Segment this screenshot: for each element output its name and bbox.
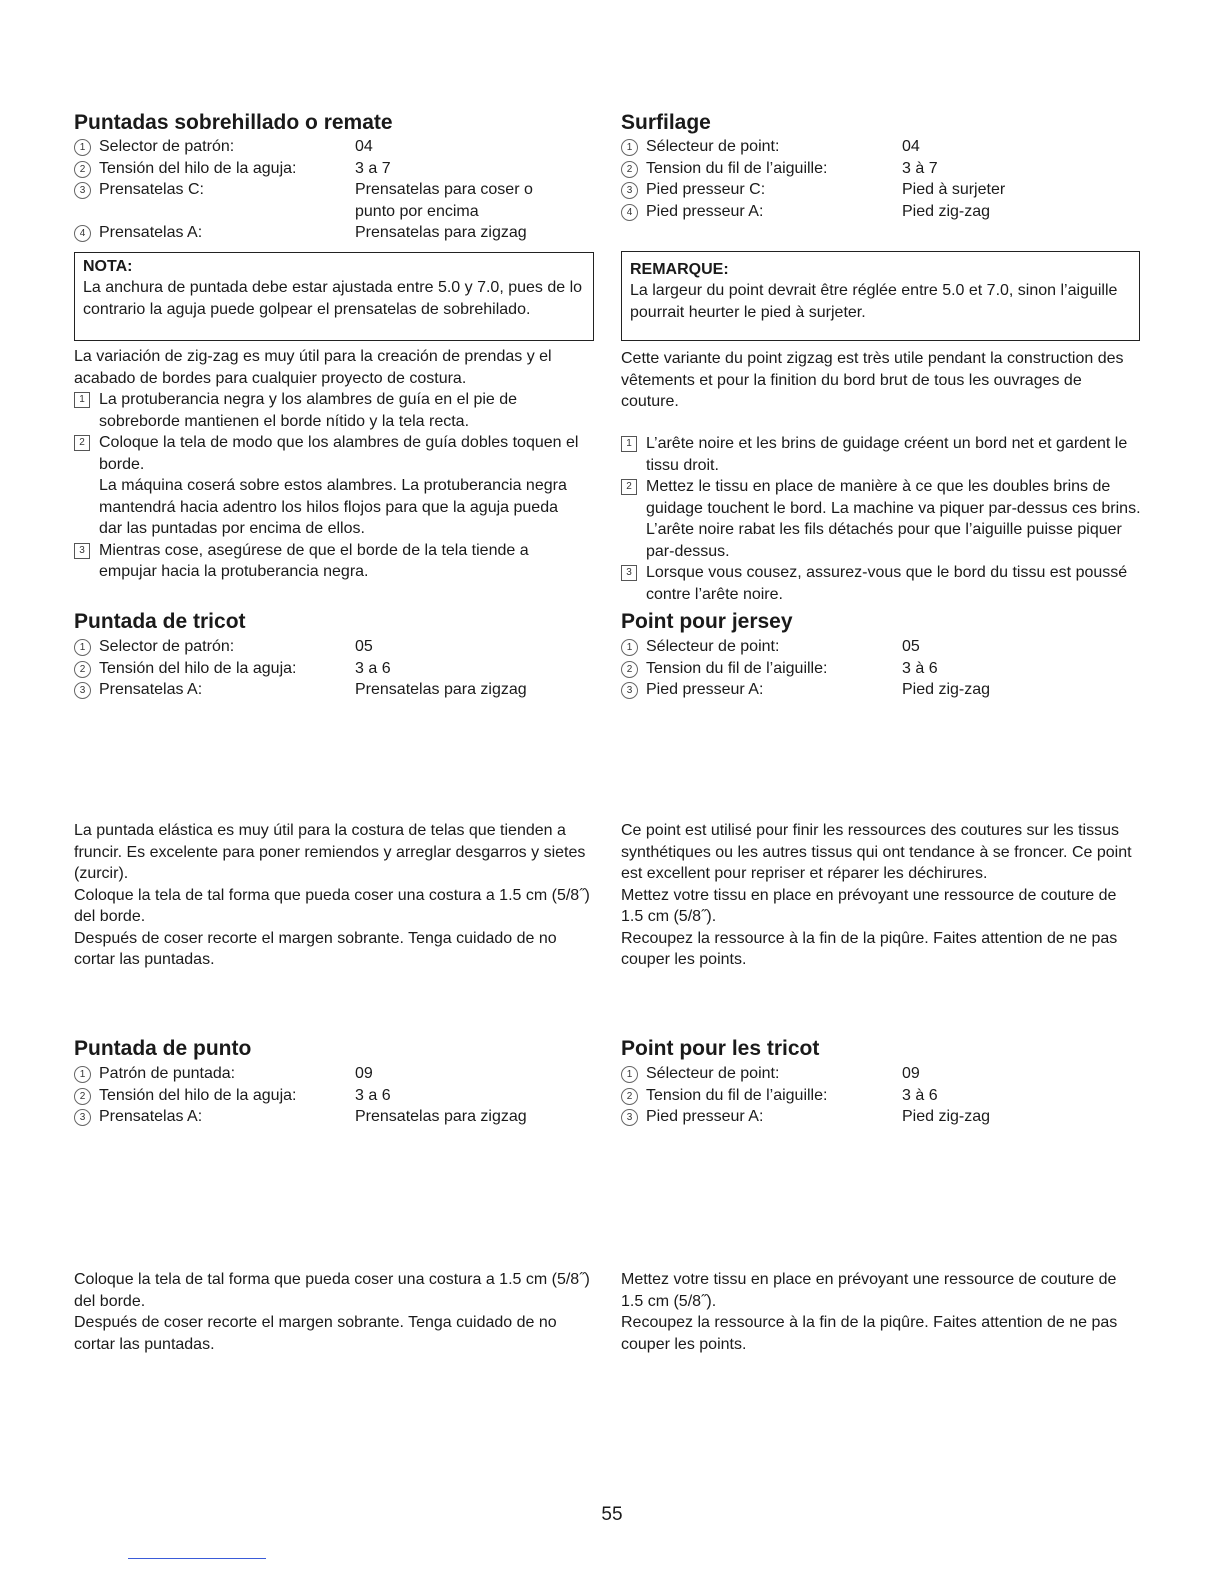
setting-row — [74, 658, 594, 680]
intro-paragraph-fr — [621, 348, 1129, 413]
setting-label: Pied presseur A: — [646, 202, 764, 220]
step-item — [74, 432, 584, 540]
setting-value: 3 à 6 — [902, 1086, 938, 1104]
setting-row — [74, 1085, 594, 1107]
circled-number: 3 — [621, 182, 638, 199]
setting-row — [621, 636, 1141, 658]
note-text: La largeur du point devrait être réglée entre 5.0 et 7.0, sinon l’aiguille pourrait heurter le pied à surjeter. — [630, 282, 1118, 321]
steps-list-es — [74, 389, 584, 583]
setting-label: Sélecteur de point: — [646, 638, 780, 655]
circled-number: 2 — [621, 661, 638, 678]
spanish-column — [74, 0, 594, 1400]
setting-row — [621, 179, 1141, 201]
french-column — [621, 0, 1141, 1400]
setting-value: 09 — [355, 1065, 373, 1082]
setting-label: Pied presseur C: — [646, 181, 766, 198]
step-item — [621, 562, 1141, 605]
circled-number: 2 — [74, 1088, 91, 1105]
step-text: La protuberancia negra y los alambres de guía en el pie de sobreborde mantienen el borde nítido y la tela recta. — [99, 391, 518, 430]
circled-number: 3 — [74, 682, 91, 699]
setting-row — [74, 136, 594, 158]
step-text: Coloque la tela de modo que los alambres de guía dobles toquen el borde. — [99, 434, 579, 473]
paragraph: Mettez votre tissu en place en prévoyant une ressource de couture de 1.5 cm (5/8˝). — [621, 886, 1117, 925]
paragraph: Mettez votre tissu en place en prévoyant une ressource de couture de 1.5 cm (5/8˝). — [621, 1271, 1117, 1310]
settings-list-fr-1 — [621, 136, 1141, 222]
setting-value: Prensatelas para zigzag — [355, 681, 527, 698]
setting-value: punto por encima — [355, 202, 479, 220]
circled-number: 1 — [621, 639, 638, 656]
setting-value: Prensatelas para zigzag — [355, 224, 527, 241]
note-text: La anchura de puntada debe estar ajustada entre 5.0 y 7.0, pues de lo contrario la aguja puede golpear el prensatelas de sobrehilado. — [83, 279, 583, 318]
paragraph: La puntada elástica es muy útil para la costura de telas que tienden a fruncir. Es excelente para poner remiendos y arreglar desgarros y sietes (zurcir). — [74, 822, 586, 882]
section-title-knit-es: Puntada de punto — [74, 1037, 252, 1060]
setting-value: 04 — [355, 138, 373, 155]
knit-paragraphs-es — [74, 1269, 592, 1355]
setting-row — [621, 658, 1141, 680]
step-text: L’arête noire et les brins de guidage créent un bord net et gardent le tissu droit. — [646, 435, 1128, 474]
setting-label: Tension du fil de l’aiguille: — [646, 159, 828, 177]
circled-number: 2 — [74, 161, 91, 178]
setting-row — [621, 1063, 1141, 1085]
setting-row — [74, 222, 594, 244]
page-number: 55 — [601, 1504, 623, 1525]
circled-number: 1 — [74, 639, 91, 656]
circled-number: 4 — [621, 204, 638, 221]
setting-value: 09 — [902, 1065, 920, 1082]
step-item — [621, 433, 1141, 476]
step-item — [621, 476, 1141, 562]
settings-list-fr-3 — [621, 1063, 1141, 1128]
boxed-number: 2 — [621, 479, 637, 495]
setting-label: Tension du fil de l’aiguille: — [646, 659, 828, 677]
setting-value: Prensatelas para coser o — [355, 181, 533, 198]
circled-number: 3 — [621, 1109, 638, 1126]
setting-label: Prensatelas C: — [99, 181, 204, 198]
setting-label: Tensión del hilo de la aguja: — [99, 1086, 297, 1104]
setting-value: Pied zig-zag — [902, 202, 991, 220]
setting-row — [621, 158, 1141, 180]
footer-link-underline — [128, 1558, 266, 1559]
setting-row-continuation — [74, 201, 594, 223]
setting-label: Prensatelas A: — [99, 1108, 203, 1125]
note-title: NOTA: — [83, 258, 133, 275]
setting-value: 3 à 6 — [902, 659, 938, 677]
paragraph: Después de coser recorte el margen sobrante. Tenga cuidado de no cortar las puntadas. — [74, 1314, 557, 1353]
step-text: Mientras cose, asegúrese de que el borde de la tela tiende a empujar hacia la protuberancia negra. — [99, 541, 529, 580]
settings-list-es-2 — [74, 636, 594, 701]
step-text: Mettez le tissu en place de manière à ce que les doubles brins de guidage touchent le bord. La machine va piquer par-dessus ces brins. L’arête noire rabat les fils détachés pour que l’aiguille puisse piquer par-dessus. — [646, 478, 1141, 560]
setting-row — [621, 136, 1141, 158]
setting-label: Selector de patrón: — [99, 138, 235, 155]
setting-value: Pied zig-zag — [902, 1108, 991, 1125]
circled-number: 2 — [74, 661, 91, 678]
setting-label: Patrón de puntada: — [99, 1065, 236, 1082]
note-box-fr — [621, 251, 1140, 341]
step-text: Lorsque vous cousez, assurez-vous que le bord du tissu est poussé contre l’arête noire. — [646, 564, 1128, 603]
setting-row — [74, 679, 594, 701]
tricot-paragraphs-es — [74, 820, 592, 971]
intro-paragraph-es — [74, 346, 592, 389]
intro-text: La variación de zig-zag es muy útil para la creación de prendas y el acabado de bordes para cualquier proyecto de costura. — [74, 348, 552, 387]
steps-list-fr — [621, 433, 1141, 605]
setting-label: Pied presseur A: — [646, 1108, 764, 1125]
setting-label: Selector de patrón: — [99, 638, 235, 655]
settings-list-es-1 — [74, 136, 594, 244]
circled-number: 3 — [621, 682, 638, 699]
settings-list-es-3 — [74, 1063, 594, 1128]
knit-paragraphs-fr — [621, 1269, 1141, 1355]
setting-row — [74, 636, 594, 658]
setting-row — [621, 1085, 1141, 1107]
setting-row — [621, 679, 1141, 701]
section-title-overcasting-fr: Surfilage — [621, 111, 711, 134]
setting-value: Prensatelas para zigzag — [355, 1108, 527, 1125]
setting-row — [74, 1063, 594, 1085]
circled-number: 4 — [74, 225, 91, 242]
paragraph: Recoupez la ressource à la fin de la piqûre. Faites attention de ne pas couper les points. — [621, 929, 1118, 968]
paragraph: Ce point est utilisé pour finir les ressources des coutures sur les tissus synthétiques ou les autres tissus qui ont tendance à se froncer. Ce point est excellent pour repriser et réparer les déchirures. — [621, 822, 1132, 882]
note-title: REMARQUE: — [630, 261, 729, 278]
boxed-number: 3 — [621, 565, 637, 581]
section-title-tricot-es: Puntada de tricot — [74, 610, 246, 633]
intro-text: Cette variante du point zigzag est très utile pendant la construction des vêtements et pour la finition du bord brut de tous les ouvrages de couture. — [621, 350, 1124, 410]
setting-label: Sélecteur de point: — [646, 138, 780, 155]
setting-label: Prensatelas A: — [99, 681, 203, 698]
setting-label: Tensión del hilo de la aguja: — [99, 159, 297, 177]
note-box-es — [74, 252, 594, 341]
circled-number: 3 — [74, 182, 91, 199]
setting-row — [74, 1106, 594, 1128]
settings-list-fr-2 — [621, 636, 1141, 701]
section-title-jersey-fr: Point pour jersey — [621, 610, 793, 633]
boxed-number: 3 — [74, 543, 90, 559]
setting-row — [74, 158, 594, 180]
circled-number: 1 — [74, 1066, 91, 1083]
setting-value: 3 à 7 — [902, 159, 938, 177]
setting-value: 04 — [902, 138, 920, 155]
setting-value: 3 a 6 — [355, 1086, 391, 1104]
paragraph: Después de coser recorte el margen sobrante. Tenga cuidado de no cortar las puntadas. — [74, 929, 557, 968]
step-item — [74, 389, 584, 432]
setting-value: Pied zig-zag — [902, 681, 991, 698]
step-item — [74, 540, 584, 583]
setting-label: Tensión del hilo de la aguja: — [99, 659, 297, 677]
setting-label: Sélecteur de point: — [646, 1065, 780, 1082]
paragraph: Coloque la tela de tal forma que pueda coser una costura a 1.5 cm (5/8˝) del borde. — [74, 1271, 590, 1310]
paragraph: Recoupez la ressource à la fin de la piqûre. Faites attention de ne pas couper les points. — [621, 1314, 1118, 1353]
setting-row — [74, 179, 594, 201]
setting-value: Pied à surjeter — [902, 181, 1006, 198]
circled-number: 1 — [74, 139, 91, 156]
setting-label: Prensatelas A: — [99, 224, 203, 241]
boxed-number: 1 — [621, 436, 637, 452]
setting-row — [621, 201, 1141, 223]
setting-row — [621, 1106, 1141, 1128]
circled-number: 2 — [621, 1088, 638, 1105]
circled-number: 3 — [74, 1109, 91, 1126]
section-title-knit-fr: Point pour les tricot — [621, 1037, 820, 1060]
boxed-number: 1 — [74, 392, 90, 408]
step-extra-text: La máquina coserá sobre estos alambres. La protuberancia negra mantendrá hacia adentro los hilos flojos para que la aguja pueda dar las puntadas por encima de ellos. — [99, 477, 567, 537]
paragraph: Coloque la tela de tal forma que pueda coser una costura a 1.5 cm (5/8˝) del borde. — [74, 886, 590, 925]
setting-label: Tension du fil de l’aiguille: — [646, 1086, 828, 1104]
setting-value: 3 a 7 — [355, 159, 391, 177]
circled-number: 1 — [621, 1066, 638, 1083]
setting-value: 3 a 6 — [355, 659, 391, 677]
setting-label: Pied presseur A: — [646, 681, 764, 698]
circled-number: 2 — [621, 161, 638, 178]
circled-number: 1 — [621, 139, 638, 156]
jersey-paragraphs-fr — [621, 820, 1141, 971]
setting-value: 05 — [902, 638, 920, 655]
boxed-number: 2 — [74, 435, 90, 451]
section-title-overcasting-es: Puntadas sobrehillado o remate — [74, 111, 393, 134]
setting-value: 05 — [355, 638, 373, 655]
